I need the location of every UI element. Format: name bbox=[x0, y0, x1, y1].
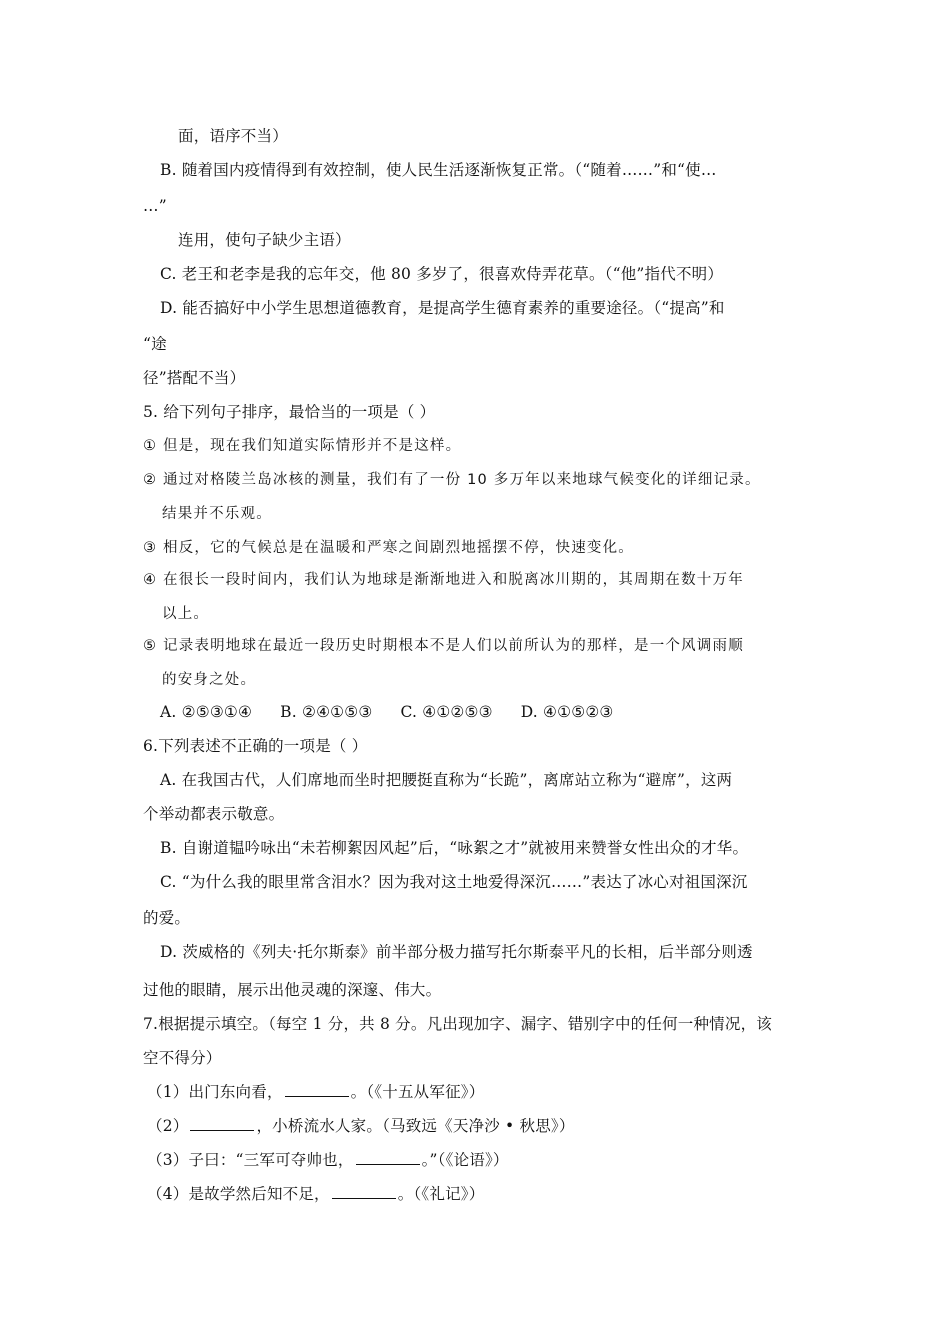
fill-item-2 bbox=[147, 1116, 575, 1136]
fill-2-prefix: （2） bbox=[147, 1117, 189, 1135]
sentence-4-line2: 以上。 bbox=[162, 606, 210, 622]
question-7-stem-line1: 7.根据提示填空。（每空 1 分，共 8 分。凡出现加字、漏字、错别字中的任何一种情况，该 bbox=[143, 1015, 772, 1033]
fill-item-3 bbox=[147, 1150, 509, 1170]
fill-item-1 bbox=[147, 1082, 484, 1102]
sentence-4-line1: ④ 在很长一段时间内，我们认为地球是渐渐地进入和脱离冰川期的，其周期在数十万年 bbox=[143, 572, 744, 588]
q6-option-c-line2: 的爱。 bbox=[143, 909, 191, 927]
fill-4-suffix: 。（《礼记》） bbox=[397, 1185, 485, 1203]
q6-option-c-line1: C. “为什么我的眼里常含泪水？因为我对这土地爱得深沉……”表达了冰心对祖国深沉 bbox=[160, 873, 748, 891]
q5-option-c: C. ④①②⑤③ bbox=[400, 703, 493, 721]
q6-option-d-line2: 过他的眼睛，展示出他灵魂的深邃、伟大。 bbox=[143, 981, 442, 999]
fill-4-prefix: （4）是故学然后知不足， bbox=[147, 1185, 330, 1203]
q6-option-a-line1: A. 在我国古代，人们席地而坐时把腰挺直称为“长跪”，离席站立称为“避席”，这两 bbox=[160, 771, 733, 789]
option-d-line3: 径”搭配不当） bbox=[143, 369, 246, 387]
sentence-2-line2: 结果并不乐观。 bbox=[162, 506, 272, 522]
fill-1-blank[interactable] bbox=[285, 1082, 349, 1097]
q6-option-a-line2: 个举动都表示敬意。 bbox=[143, 805, 285, 823]
fill-1-prefix: （1）出门东向看， bbox=[147, 1083, 283, 1101]
fill-item-4 bbox=[147, 1184, 484, 1204]
fill-3-suffix: 。”（《论语》） bbox=[421, 1151, 509, 1169]
option-b-line2: …” bbox=[143, 197, 167, 215]
q6-option-b: B. 自谢道韫吟咏出“未若柳絮因风起”后，“咏絮之才”就被用来赞誉女性出众的才华。 bbox=[160, 839, 749, 857]
option-b-line3: 连用，使句子缺少主语） bbox=[178, 231, 351, 249]
fill-1-suffix: 。（《十五从军征》） bbox=[350, 1083, 485, 1101]
q5-option-b: B. ②④①⑤③ bbox=[280, 703, 373, 721]
sentence-5-line1: ⑤ 记录表明地球在最近一段历史时期根本不是人们以前所认为的那样，是一个风调雨顺 bbox=[143, 638, 744, 654]
option-b-line1: B. 随着国内疫情得到有效控制，使人民生活逐渐恢复正常。（“随着……”和“使… bbox=[160, 161, 717, 179]
fill-4-blank[interactable] bbox=[332, 1184, 396, 1199]
option-c-line: C. 老王和老李是我的忘年交，他 80 多岁了，很喜欢侍弄花草。（“他”指代不明） bbox=[160, 265, 724, 283]
fill-2-suffix: ，小桥流水人家。（马致远《天净沙 • 秋思》） bbox=[256, 1117, 575, 1135]
q5-option-a: A. ②⑤③①④ bbox=[160, 703, 253, 721]
q5-option-d: D. ④①⑤②③ bbox=[520, 703, 614, 721]
option-d-line1: D. 能否搞好中小学生思想道德教育，是提高学生德育素养的重要途径。（“提高”和 bbox=[160, 299, 725, 317]
q6-option-d-line1: D. 茨威格的《列夫·托尔斯泰》前半部分极力描写托尔斯泰平凡的长相，后半部分则透 bbox=[160, 943, 753, 961]
fill-3-blank[interactable] bbox=[356, 1150, 420, 1165]
sentence-5-line2: 的安身之处。 bbox=[162, 672, 257, 688]
fill-2-blank[interactable] bbox=[190, 1116, 254, 1131]
question-6-stem: 6.下列表述不正确的一项是（ ） bbox=[143, 737, 368, 755]
sentence-3: ③ 相反，它的气候总是在温暖和严寒之间剧烈地摇摆不停，快速变化。 bbox=[143, 540, 635, 556]
sentence-1: ① 但是，现在我们知道实际情形并不是这样。 bbox=[143, 438, 462, 454]
line-prev-analysis-end: 面，语序不当） bbox=[178, 127, 288, 145]
option-d-line2: “途 bbox=[143, 335, 167, 353]
sentence-2-line1: ② 通过对格陵兰岛冰核的测量，我们有了一份 10 多万年以来地球气候变化的详细记录。 bbox=[143, 472, 761, 488]
fill-3-prefix: （3）子曰：“三军可夺帅也， bbox=[147, 1151, 354, 1169]
question-7-stem-line2: 空不得分） bbox=[143, 1049, 222, 1067]
question-5-options bbox=[160, 702, 642, 722]
question-5-stem: 5. 给下列句子排序，最恰当的一项是（ ） bbox=[143, 403, 436, 421]
